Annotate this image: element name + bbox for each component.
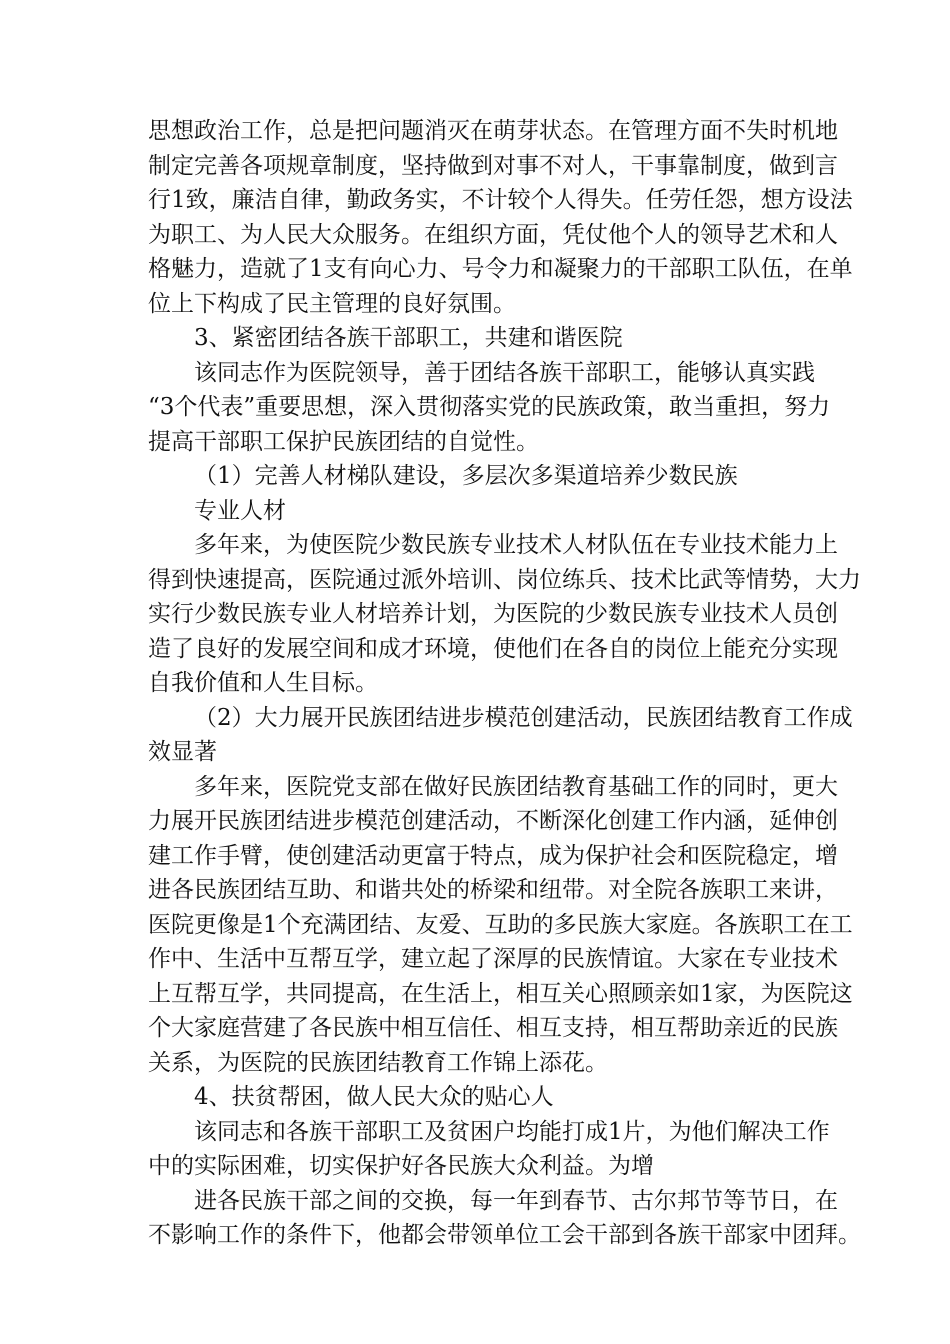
text-line: 个大家庭营建了各民族中相互信任、相互支持，相互帮助亲近的民族 (148, 1015, 838, 1041)
text-line: （1）完善人材梯队建设，多层次多渠道培养少数民族 (194, 463, 738, 489)
text-line: 多年来，医院党支部在做好民族团结教育基础工作的同时，更大 (194, 773, 838, 800)
text-line: 3、紧密团结各族干部职工，共建和谐医院 (194, 325, 623, 351)
text-line: （2）大力展开民族团结进步模范创建活动，民族团结教育工作成 (194, 704, 853, 731)
text-line: 多年来，为使医院少数民族专业技术人材队伍在专业技术能力上 (194, 532, 838, 558)
text-line: 为职工、为人民大众服务。在组织方面，凭仗他个人的领导艺术和人 (148, 221, 838, 248)
text-line: 医院更像是1个充满团结、友爱、互助的多民族大家庭。各族职工在工 (148, 911, 853, 938)
text-line: “3个代表”重要思想，深入贯彻落实党的民族政策，敢当重担，努力 (148, 394, 831, 420)
text-line: 专业人材 (194, 497, 286, 524)
text-line: 进各民族干部之间的交换，每一年到春节、古尔邦节等节日，在 (194, 1187, 838, 1214)
text-line: 该同志和各族干部职工及贫困户均能打成1片，为他们解决工作 (194, 1118, 830, 1145)
text-line: 4、扶贫帮困，做人民大众的贴心人 (194, 1084, 554, 1110)
text-line: 效显著 (148, 739, 217, 765)
text-line: 自我价值和人生目标。 (148, 670, 378, 696)
text-line: 中的实际困难，切实保护好各民族大众利益。为增 (148, 1153, 654, 1179)
text-line: 建工作手臂，使创建活动更富于特点，成为保护社会和医院稳定，增 (148, 842, 838, 869)
text-line: 该同志作为医院领导，善于团结各族干部职工，能够认真实践 (194, 359, 815, 386)
text-line: 力展开民族团结进步模范创建活动，不断深化创建工作内涵，延伸创 (148, 808, 838, 834)
text-line: 位上下构成了民主管理的良好氛围。 (148, 290, 516, 317)
text-line: 思想政治工作，总是把问题消灭在萌芽状态。在管理方面不失时机地 (148, 118, 838, 144)
text-line: 不影响工作的条件下，他都会带领单位工会干部到各族干部家中团拜。 (148, 1222, 861, 1248)
text-line: 实行少数民族专业人材培养计划，为医院的少数民族专业技术人员创 (148, 601, 838, 627)
text-line: 行1致，廉洁自律，勤政务实，不计较个人得失。任劳任怨，想方设法 (148, 187, 853, 213)
text-line: 上互帮互学，共同提高，在生活上，相互关心照顾亲如1家，为医院这 (148, 980, 853, 1007)
text-line: 得到快速提高，医院通过派外培训、岗位练兵、技术比武等情势，大力 (148, 566, 861, 593)
text-line: 制定完善各项规章制度，坚持做到对事不对人，干事靠制度，做到言 (148, 152, 838, 179)
text-line: 格魅力，造就了1支有向心力、号令力和凝聚力的干部职工队伍，在单 (148, 256, 853, 282)
document-body (148, 114, 861, 1253)
text-line: 提高干部职工保护民族团结的自觉性。 (148, 428, 539, 455)
text-line: 作中、生活中互帮互学，建立起了深厚的民族情谊。大家在专业技术 (148, 946, 838, 972)
text-line: 关系，为医院的民族团结教育工作锦上添花。 (148, 1049, 608, 1076)
text-line: 进各民族团结互助、和谐共处的桥梁和纽带。对全院各族职工来讲， (148, 877, 838, 903)
text-line: 造了良好的发展空间和成才环境，使他们在各自的岗位上能充分实现 (148, 635, 838, 662)
